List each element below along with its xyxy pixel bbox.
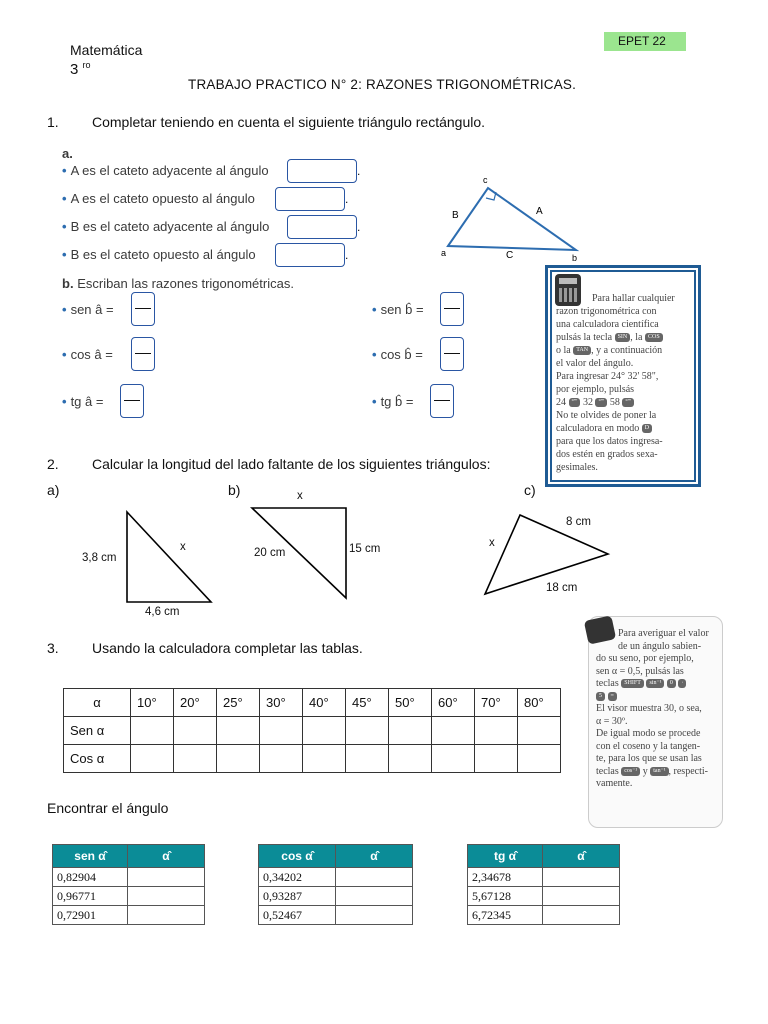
ratio-tg-a-box[interactable] <box>120 384 144 418</box>
row-label-cos: Cos α <box>64 745 131 773</box>
answer-box-2[interactable] <box>275 187 345 211</box>
table-cell[interactable] <box>475 717 518 745</box>
right-triangle-figure <box>436 170 596 270</box>
table-cell[interactable] <box>336 868 413 887</box>
table-cell: 0,52467 <box>259 906 336 925</box>
table-cell[interactable] <box>389 717 432 745</box>
q1-item-3: • B es el cateto adyacente al ángulo <box>62 219 270 234</box>
answer-box-3[interactable] <box>287 215 357 239</box>
triangle-a-label: a) <box>47 482 60 498</box>
table-cell: 5,67128 <box>468 887 543 906</box>
q1-item-1: • A es el cateto adyacente al ángulo <box>62 163 269 178</box>
table-cell: 0,34202 <box>259 868 336 887</box>
table-header-cell: 20° <box>174 689 217 717</box>
table-header-cell: 80° <box>518 689 561 717</box>
calculator-note-2-text: Para averiguar el valor de un ángulo sabien- do su seno, por ejemplo, sen α = 0,5, pulsás las teclas SHIFT sin⁻¹ 0 · 5 = El visor muestra 30, o sea, α = 30º. De igual modo se procede con el coseno y la tangen- te, para los que se usan las teclas cos⁻¹ y tan⁻¹ , respecti- vamente. <box>596 628 709 789</box>
table-cell[interactable] <box>336 906 413 925</box>
grade-label: 3 $^{ro}$ <box>70 60 91 78</box>
sen-angle-table <box>52 844 205 925</box>
sin-cos-table <box>63 688 561 773</box>
question-2-text: Calcular la longitud del lado faltante de los siguientes triángulos: <box>92 456 491 472</box>
table-row <box>259 868 413 887</box>
question-3-text: Usando la calculadora completar las tablas. <box>92 640 363 656</box>
vertex-a-label: a <box>441 248 447 258</box>
table-cell[interactable] <box>389 745 432 773</box>
table-row <box>468 868 620 887</box>
table-cell[interactable] <box>303 717 346 745</box>
table-cell[interactable] <box>174 745 217 773</box>
table-row <box>468 887 620 906</box>
school-badge: EPET 22 <box>604 32 686 51</box>
table-cell[interactable] <box>346 745 389 773</box>
ratio-tg-b: • tg b̂ = <box>372 394 414 409</box>
table-header-cell: 40° <box>303 689 346 717</box>
page-title: TRABAJO PRACTICO N° 2: RAZONES TRIGONOMÉTRICAS. <box>188 77 577 92</box>
table-row <box>64 717 561 745</box>
table-cell[interactable] <box>543 906 620 925</box>
table-row <box>53 887 205 906</box>
table-row <box>259 887 413 906</box>
table-header-cell: α̂ <box>336 845 413 868</box>
question-3-number: 3. <box>47 640 59 656</box>
answer-box-4[interactable] <box>275 243 345 267</box>
table-cell[interactable] <box>131 745 174 773</box>
q1-item-2: • A es el cateto opuesto al ángulo <box>62 191 255 206</box>
table-cell: 2,34678 <box>468 868 543 887</box>
ratio-sen-a-box[interactable] <box>131 292 155 326</box>
table-header-cell: 50° <box>389 689 432 717</box>
table-header-cell: 10° <box>131 689 174 717</box>
table-header-cell: 30° <box>260 689 303 717</box>
ratio-cos-b: • cos b̂ = <box>372 347 423 362</box>
tg-angle-table <box>467 844 620 925</box>
row-label-sen: Sen α <box>64 717 131 745</box>
part-a-label: a. <box>62 146 73 161</box>
triangle-c-side1: 8 cm <box>566 516 591 528</box>
table-cell[interactable] <box>128 887 205 906</box>
table-cell[interactable] <box>131 717 174 745</box>
table-row <box>259 906 413 925</box>
side-B-label: B <box>452 210 459 221</box>
table-header-cell: α <box>64 689 131 717</box>
table-header-cell: α̂ <box>543 845 620 868</box>
table-row <box>53 906 205 925</box>
triangle-c-label: c) <box>524 482 536 498</box>
table-cell[interactable] <box>260 745 303 773</box>
q1-item-4: • B es el cateto opuesto al ángulo <box>62 247 256 262</box>
side-A-label: A <box>536 206 543 217</box>
vertex-c-label: c <box>483 175 488 185</box>
table-cell: 0,82904 <box>53 868 128 887</box>
table-cell[interactable] <box>518 717 561 745</box>
table-cell[interactable] <box>260 717 303 745</box>
table-header-cell: sen α̂ <box>53 845 128 868</box>
table-header-cell: cos α̂ <box>259 845 336 868</box>
ratio-tg-a: • tg â = <box>62 394 104 409</box>
triangle-c-side2: 18 cm <box>546 582 578 594</box>
table-cell[interactable] <box>336 887 413 906</box>
table-cell[interactable] <box>543 868 620 887</box>
table-cell[interactable] <box>128 906 205 925</box>
table-header-cell: 45° <box>346 689 389 717</box>
table-cell[interactable] <box>217 745 260 773</box>
table-header-cell: α̂ <box>128 845 205 868</box>
table-cell[interactable] <box>475 745 518 773</box>
table-header-cell: 70° <box>475 689 518 717</box>
triangle-a-unknown: x <box>180 541 186 553</box>
cos-angle-table <box>258 844 413 925</box>
table-row <box>64 745 561 773</box>
table-cell[interactable] <box>303 745 346 773</box>
subject-label: Matemática <box>70 42 143 58</box>
calculator-note-1-text: Para hallar cualquier razon trigonométrica con una calculadora científica pulsás la tecla SIN , la COS o la TAN , y a continuación el valor del ángulo. Para ingresar 24° 32' 58", por ejemplo, pulsás 24 °'" 32 °'" 58 °'" No te olvides de poner la calculadora en modo D para que los datos ingresa- dos estén en grados sexa- gesimales. <box>556 293 675 473</box>
ratio-cos-a: • cos â = <box>62 347 113 362</box>
table-header-row <box>64 689 561 717</box>
triangle-c-unknown: x <box>489 537 495 549</box>
ratio-sen-b-box[interactable] <box>440 292 464 326</box>
ratio-sen-a: • sen â = <box>62 302 114 317</box>
triangle-b-side1: 20 cm <box>254 547 286 559</box>
table-cell: 0,72901 <box>53 906 128 925</box>
question-2-number: 2. <box>47 456 59 472</box>
table-cell[interactable] <box>346 717 389 745</box>
table-cell[interactable] <box>174 717 217 745</box>
table-header-cell: 60° <box>432 689 475 717</box>
triangle-a-side1: 3,8 cm <box>82 552 117 564</box>
table-cell[interactable] <box>543 887 620 906</box>
ratio-tg-b-box[interactable] <box>430 384 454 418</box>
table-cell[interactable] <box>217 717 260 745</box>
question-1-number: 1. <box>47 114 59 130</box>
answer-box-1[interactable] <box>287 159 357 183</box>
triangle-a-figure <box>125 510 215 605</box>
table-row <box>468 906 620 925</box>
table-header-cell: 25° <box>217 689 260 717</box>
table-cell[interactable] <box>128 868 205 887</box>
find-angle-title: Encontrar el ángulo <box>47 800 169 816</box>
part-b-label: b. Escriban las razones trigonométricas. <box>62 276 294 291</box>
table-cell[interactable] <box>518 745 561 773</box>
table-cell[interactable] <box>432 745 475 773</box>
table-cell: 6,72345 <box>468 906 543 925</box>
triangle-b-unknown: x <box>297 490 303 502</box>
ratio-cos-b-box[interactable] <box>440 337 464 371</box>
table-cell[interactable] <box>432 717 475 745</box>
table-cell: 0,93287 <box>259 887 336 906</box>
triangle-a-side2: 4,6 cm <box>145 606 180 618</box>
table-row <box>53 868 205 887</box>
ratio-sen-b: • sen b̂ = <box>372 302 424 317</box>
table-header-cell: tg α̂ <box>468 845 543 868</box>
side-C-label: C <box>506 250 514 261</box>
table-cell: 0,96771 <box>53 887 128 906</box>
triangle-b-side2: 15 cm <box>349 543 381 555</box>
question-1-text: Completar teniendo en cuenta el siguiente triángulo rectángulo. <box>92 114 486 130</box>
vertex-b-label: b <box>572 253 578 263</box>
ratio-cos-a-box[interactable] <box>131 337 155 371</box>
triangle-b-label: b) <box>228 482 241 498</box>
